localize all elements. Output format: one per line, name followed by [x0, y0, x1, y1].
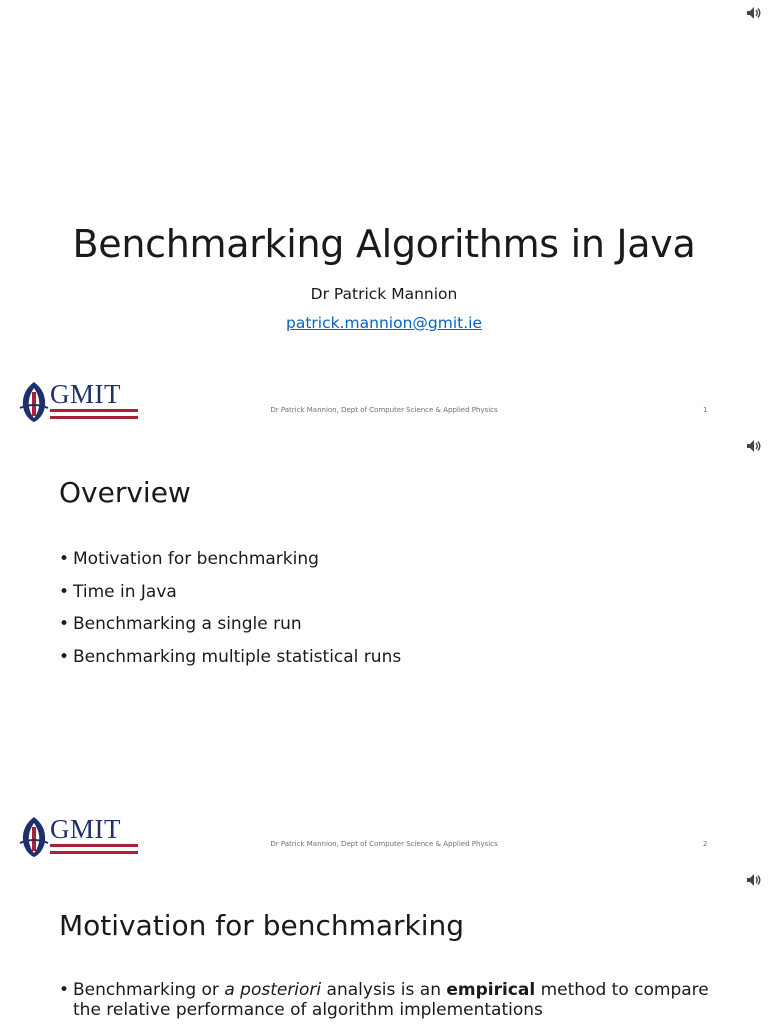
logo-line [50, 851, 138, 854]
gmit-logo [16, 378, 158, 426]
list-item: • Benchmarking multiple statistical runs [59, 646, 401, 679]
logo-line [50, 416, 138, 419]
gmit-logo [16, 813, 158, 861]
slide-footer: Dr Patrick Mannion, Dept of Computer Science & Applied Physics [270, 840, 498, 848]
logo-text: GMIT [50, 814, 121, 844]
slide-3 [0, 867, 768, 1024]
slide-footer: Dr Patrick Mannion, Dept of Computer Science & Applied Physics [270, 406, 498, 414]
bullet-text-italic: a posteriori [224, 980, 322, 1000]
slide-1 [0, 0, 768, 433]
list-item [59, 980, 713, 1020]
author-name: Dr Patrick Mannion [310, 285, 458, 303]
bullet-text: method to compare the relative performance of algorithm implementations [73, 980, 709, 1020]
list-item: • Benchmarking a single run [59, 613, 401, 646]
bullet-text: Benchmarking or [73, 980, 225, 1000]
speaker-icon[interactable] [746, 439, 762, 453]
gmit-emblem-icon [16, 813, 52, 859]
bullet-text: analysis is an [321, 980, 447, 1000]
page-number: 2 [703, 840, 708, 848]
email-link[interactable]: patrick.mannion@gmit.ie [286, 314, 482, 332]
list-item: • Motivation for benchmarking [59, 548, 401, 581]
bullet-text-bold: empirical [446, 980, 536, 1000]
speaker-icon[interactable] [746, 873, 762, 887]
slide-title: Benchmarking Algorithms in Java [72, 222, 696, 266]
slide-heading: Motivation for benchmarking [59, 909, 465, 942]
logo-text: GMIT [50, 379, 121, 409]
bullet-list [59, 548, 401, 678]
slide-heading: Overview [59, 476, 191, 509]
list-item: • Time in Java [59, 581, 401, 614]
speaker-icon[interactable] [746, 6, 762, 20]
gmit-emblem-icon [16, 378, 52, 424]
page-number: 1 [703, 406, 708, 414]
slide-2 [0, 433, 768, 867]
